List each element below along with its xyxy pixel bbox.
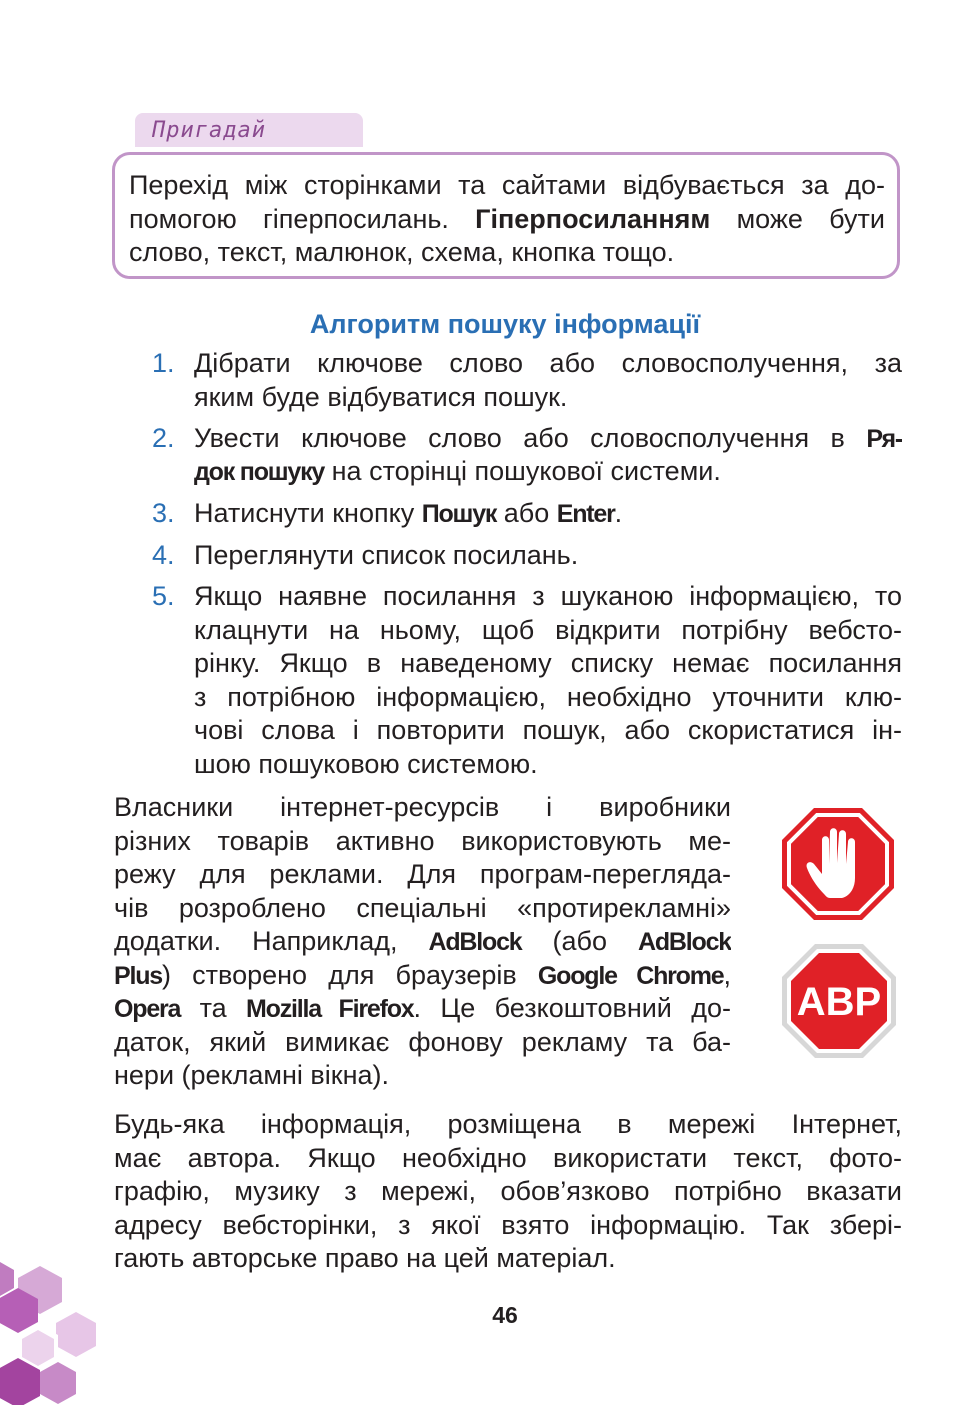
google-chrome-term: Google Chrome (537, 961, 724, 990)
firefox-term: Mozilla Firefox (246, 995, 414, 1023)
hexagon-decoration (0, 1258, 110, 1405)
page-number: 46 (492, 1302, 518, 1328)
step-2: 2. Увести ключове слово або словосполучення в Ря- док пошуку на сторінці пошукової системи. (152, 422, 902, 486)
algorithm-steps (152, 347, 902, 789)
search-bar-term: док пошуку (194, 458, 325, 486)
step-number: 2. (152, 422, 175, 453)
adblock-plus-icon (780, 942, 898, 1060)
remember-tab-label: Пригадай (152, 118, 266, 143)
step-number: 5. (152, 581, 175, 611)
remember-box (112, 152, 900, 279)
step-number: 1. (152, 348, 175, 378)
step-number: 4. (152, 540, 175, 570)
remember-line: Перехід між сторінками та сайтами відбувається за до- (129, 170, 885, 200)
enter-key-term: Enter (556, 500, 615, 528)
remember-line: помогою гіперпосилань. Гіперпосиланням може бути (129, 203, 885, 234)
hyperlink-term: Гіперпосиланням (475, 203, 711, 234)
remember-tab (135, 113, 363, 147)
adblock-plus-term: AdBlock (637, 928, 731, 956)
step-4: 4. Переглянути список посилань. (152, 540, 579, 570)
step-1: 1. Дібрати ключове слово або словосполучення, за яким буде відбуватися пошук. (152, 348, 902, 412)
remember-line: слово, текст, малюнок, схема, кнопка тощо. (129, 237, 675, 267)
step-number: 3. (152, 498, 175, 528)
adblock-term: AdBlock (428, 928, 522, 956)
remember-text (129, 169, 885, 269)
adblock-paragraph: Власники інтернет-ресурсів і виробники різних товарів активно використовують ме- режу для реклами. Для програм-переглядa- чів розроблено спеціальні «протирекламні» додатки. Наприклад, AdBlock (або AdBlock Plus) створено для браузерів Google Chrome, Opera та Mozilla Firefox. Це безкоштовний до- даток, який вимикає фонову рекламу та ба- нери (рекламні вікна). (114, 792, 731, 1090)
search-button-term: Пошук (421, 500, 497, 528)
stop-hand-icon (780, 806, 896, 922)
author-paragraph: Будь-яка інформація, розміщена в мережі Інтернет, має автора. Якщо необхідно використати текст, фото- графію, музику з мережі, обов’язково потрібно вказати адресу вебсторінки, з якої взято інформацію. Так збері- гають авторське право на цей матеріал. (114, 1109, 902, 1273)
algorithm-title: Алгоритм пошуку інформації (309, 309, 701, 339)
step-5: 5. Якщо наявне посилання з шуканою інформацією, то клацнути на ньому, щоб відкрити потрібну вебсто- рінку. Якщо в наведеному списку немає посилання з потрібною інформацією, необхідно уточнити клю- чові слова і повторити пошук, або скористатися ін- шою пошуковою системою. (152, 581, 902, 779)
abp-label: ABP (796, 980, 882, 1024)
step-3: 3. Натиснути кнопку Пошук або Enter. (152, 498, 623, 528)
opera-term: Opera (114, 995, 181, 1023)
